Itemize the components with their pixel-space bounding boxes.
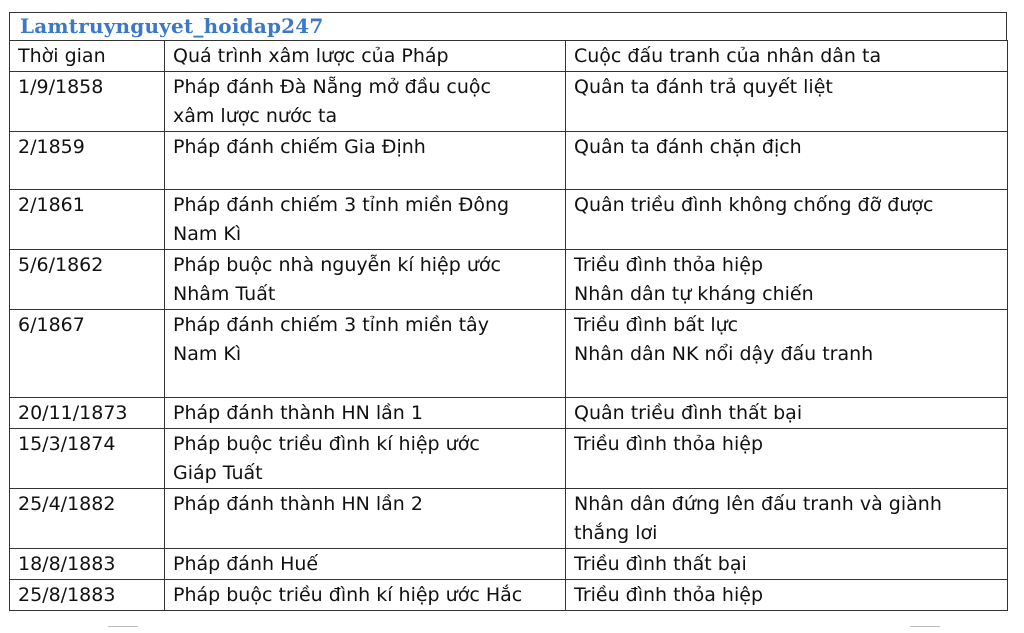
cell-people-line: Triều đình thỏa hiệp	[574, 254, 764, 276]
cell-people	[566, 132, 1008, 190]
cell-people	[566, 429, 1008, 489]
cell-time: 6/1867	[10, 310, 165, 398]
table-row	[10, 250, 1008, 310]
cell-france-line: Pháp đánh thành HN lần 1	[173, 402, 423, 424]
cell-people-line: Triều đình thỏa hiệp	[574, 584, 764, 606]
cell-france-line: Pháp đánh chiếm Gia Định	[173, 136, 426, 158]
cell-time: 2/1859	[10, 132, 165, 190]
header-time: Thời gian	[10, 41, 165, 72]
cell-france	[165, 132, 566, 190]
page-corner-mark-right	[910, 626, 940, 633]
table-row	[10, 132, 1008, 190]
cell-france-line: Pháp buộc nhà nguyễn kí hiệp ước	[173, 254, 501, 276]
cell-time: 2/1861	[10, 190, 165, 250]
cell-time: 5/6/1862	[10, 250, 165, 310]
cell-france-line: Pháp đánh Đà Nẵng mở đầu cuộc	[173, 76, 491, 98]
cell-france-line: Pháp đánh Huế	[173, 553, 319, 575]
header-france: Quá trình xâm lược của Pháp	[165, 41, 566, 72]
cell-time: 15/3/1874	[10, 429, 165, 489]
cell-time: 1/9/1858	[10, 72, 165, 132]
table-row	[10, 398, 1008, 429]
cell-time: 20/11/1873	[10, 398, 165, 429]
cell-people-line: Nhân dân đứng lên đấu tranh và giành	[574, 493, 942, 515]
cell-people	[566, 310, 1008, 398]
cell-france-line: Nam Kì	[173, 223, 242, 245]
cell-time: 25/4/1882	[10, 489, 165, 549]
cell-france	[165, 489, 566, 549]
cell-france	[165, 429, 566, 489]
table-row	[10, 549, 1008, 580]
cell-people-line: Quân triều đình không chống đỡ được	[574, 194, 934, 216]
cell-time: 25/8/1883	[10, 580, 165, 611]
cell-france-line: Nhâm Tuất	[173, 283, 276, 305]
cell-people	[566, 72, 1008, 132]
cell-france-line: Pháp đánh thành HN lần 2	[173, 493, 423, 515]
cell-france-line: Pháp đánh chiếm 3 tỉnh miền Đông	[173, 194, 510, 216]
cell-people	[566, 250, 1008, 310]
cell-france	[165, 250, 566, 310]
cell-people-line: Quân ta đánh chặn địch	[574, 136, 802, 158]
table-row	[10, 429, 1008, 489]
cell-people-line: Quân ta đánh trả quyết liệt	[574, 76, 833, 98]
table-row	[10, 489, 1008, 549]
cell-people-line: Quân triều đình thất bại	[574, 402, 803, 424]
cell-people	[566, 489, 1008, 549]
table-row	[10, 72, 1008, 132]
document-page	[9, 12, 1007, 611]
cell-france	[165, 72, 566, 132]
cell-france-line: Giáp Tuất	[173, 462, 263, 484]
cell-people-line: Nhân dân NK nổi dậy đấu tranh	[574, 343, 874, 365]
watermark-title: Lamtruynguyet_hoidap247	[9, 12, 1007, 40]
cell-people	[566, 580, 1008, 611]
cell-france	[165, 398, 566, 429]
cell-france	[165, 190, 566, 250]
cell-france	[165, 310, 566, 398]
table-row	[10, 190, 1008, 250]
cell-time: 18/8/1883	[10, 549, 165, 580]
cell-france-line: Pháp buộc triều đình kí hiệp ước Hắc	[173, 584, 523, 606]
page-corner-mark-left	[108, 626, 138, 633]
header-row	[10, 41, 1008, 72]
cell-france-line: Pháp đánh chiếm 3 tỉnh miền tây	[173, 314, 489, 336]
table-row	[10, 580, 1008, 611]
cell-people-line: Triều đình thất bại	[574, 553, 747, 575]
cell-france	[165, 549, 566, 580]
cell-france-line: Nam Kì	[173, 343, 242, 365]
cell-people-line: Triều đình bất lực	[574, 314, 739, 336]
history-table	[9, 40, 1008, 611]
cell-people-line: Triều đình thỏa hiệp	[574, 433, 764, 455]
cell-people	[566, 398, 1008, 429]
cell-people	[566, 190, 1008, 250]
cell-people-line: thắng lơi	[574, 522, 658, 544]
table-row	[10, 310, 1008, 398]
cell-france	[165, 580, 566, 611]
cell-people-line: Nhân dân tự kháng chiến	[574, 283, 814, 305]
cell-people	[566, 549, 1008, 580]
cell-france-line: xâm lược nước ta	[173, 105, 338, 127]
cell-france-line: Pháp buộc triều đình kí hiệp ước	[173, 433, 480, 455]
header-people: Cuộc đấu tranh của nhân dân ta	[566, 41, 1008, 72]
